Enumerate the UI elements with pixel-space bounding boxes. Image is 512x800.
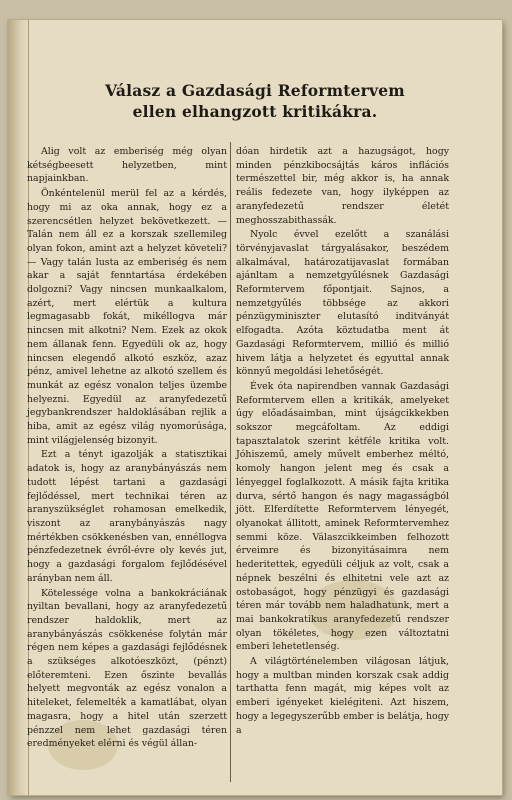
paragraph: Ezt a tényt igazolják a statisztikai adatok is, hogy az aranybányászás nem tudott lépést tartani a gazdasági fejlődéssel, mert technikai téren az aranyszükséglet rohamosan emelkedik, viszont az aranybányászás nagy mértékben csökkenésben van, ennéllogva pénzfedezetnek évről-évre oly kevés jut, hogy a gazdasági forgalom fejlődésével arányban nem áll. <box>27 449 227 584</box>
paragraph: Önkéntelenül merül fel az a kérdés, hogy mi az oka annak, hogy ez a szerencsétlen helyzet bekövetkezett. — Talán nem áll ez a korszak szellemileg olyan fokon, amint azt a helyzet követeli? — Vagy talán lusta az emberiség és nem akar a saját fenntartása érdekében dolgozni? Vagy nincsen munkaalkalom, azért, mert elértük a kultura legmagasabb fokát, mikéllogva már nincsen mit alkotni? Nem. Ezek az okok nem állanak fenn. Egyedüli ok az, hogy nincsen elegendő alkotó eszköz, azaz pénz, amivel lehetne az alkotó szellem és munkát az egész vonalon teljes üzembe helyezni. Egyedül az aranyfedezetű jegybankrendszer haldoklásában rejlik a hiba, amit az egész világ nyomorúsága, mint világjelenség bizonyit. <box>27 188 227 446</box>
paragraph: Kötelessége volna a bankokráciának nyiltan bevallani, hogy az aranyfedezetű rendszer haldoklik, mert az aranybányászás csökkenése folytán már régen nem képes a gazdasági fejlődésnek a szükséges alkotóeszközt, (pénzt) előteremteni. Ezen őszinte bevallás helyett megvonták az egész vonalon a hiteleket, felemelték a kamatlábat, olyan magasra, hogy a hitel után szerzett pénzzel nem lehet gazdasági téren eredményeket elérni és végül állan- <box>27 587 227 750</box>
page-binding-edge <box>8 20 29 795</box>
paragraph: A világtörténelemben világosan látjuk, hogy a multban minden korszak csak addig tarthatta fenn magát, mig képes volt az emberi igényeket kielégiteni. Azt hiszem, hogy a legegyszerűbb ember is belátja, hogy a <box>236 656 449 736</box>
left-column <box>27 145 227 752</box>
article-title <box>50 80 460 122</box>
right-column <box>236 145 449 738</box>
article-title-line-1: Válasz a Gazdasági Reformtervem <box>105 81 405 100</box>
paragraph: dóan hirdetik azt a hazugságot, hogy minden pénzkibocsájtás káros inflációs természettel bir, még akkor is, ha annak reális fedezete van, hogy ilyképpen az aranyfedezetű rendszer életét meghosszabithassák. <box>236 146 449 226</box>
column-divider <box>230 142 231 782</box>
paragraph: Évek óta napirendben vannak Gazdasági Reformtervem ellen a kritikák, amelyeket úgy előadásaimban, mint újságcikkekben sokszor megcáfoltam. Az eddigi tapasztalatok szerint kétféle kritika volt. Jóhiszemű, amely művelt emberhez méltó, komoly hangon jelent meg és csak a lényeggel foglalkozott. A másik fajta kritika durva, sértő hangon és nagy magasságból jött. Elferdítette Reformtervem lényegét, olyanokat állitott, aminek Reformtervemhez semmi köze. Válaszcikkeimben felhozott érveimre és bizonyitásaimra nem hederitettek, egyedüli céljuk az volt, csak a népnek beszélni és elhitetni vele azt az ostobaságot, hogy pénzügyi és gazdasági téren már tovább nem haladhatunk, mert a mai bankokratikus aranyfedezetű rendszer olyan tökéletes, hogy ezen változtatni emberi lehetetlenség. <box>236 380 449 653</box>
paragraph: Alig volt az emberiség még olyan kétségbeesett helyzetben, mint napjainkban. <box>27 146 227 185</box>
article-title-line-2: ellen elhangzott kritikákra. <box>132 102 378 121</box>
paragraph: Nyolc évvel ezelőtt a szanálási törvényjavaslat tárgyalásakor, beszédem alkalmával, határozatijavaslat formában ajánltam a nemzetgyűlésnek Gazdasági Reformtervem főpontjait. Sajnos, a nemzetgyűlés többsége az akkori pénzügyminiszter elutasító inditványát elfogadta. Azóta köztudatba ment át Gazdasági Reformtervem, millió és millió hivem látja a helyzetet és egyuttal annak könnyű megoldási lehetőségét. <box>236 229 449 378</box>
